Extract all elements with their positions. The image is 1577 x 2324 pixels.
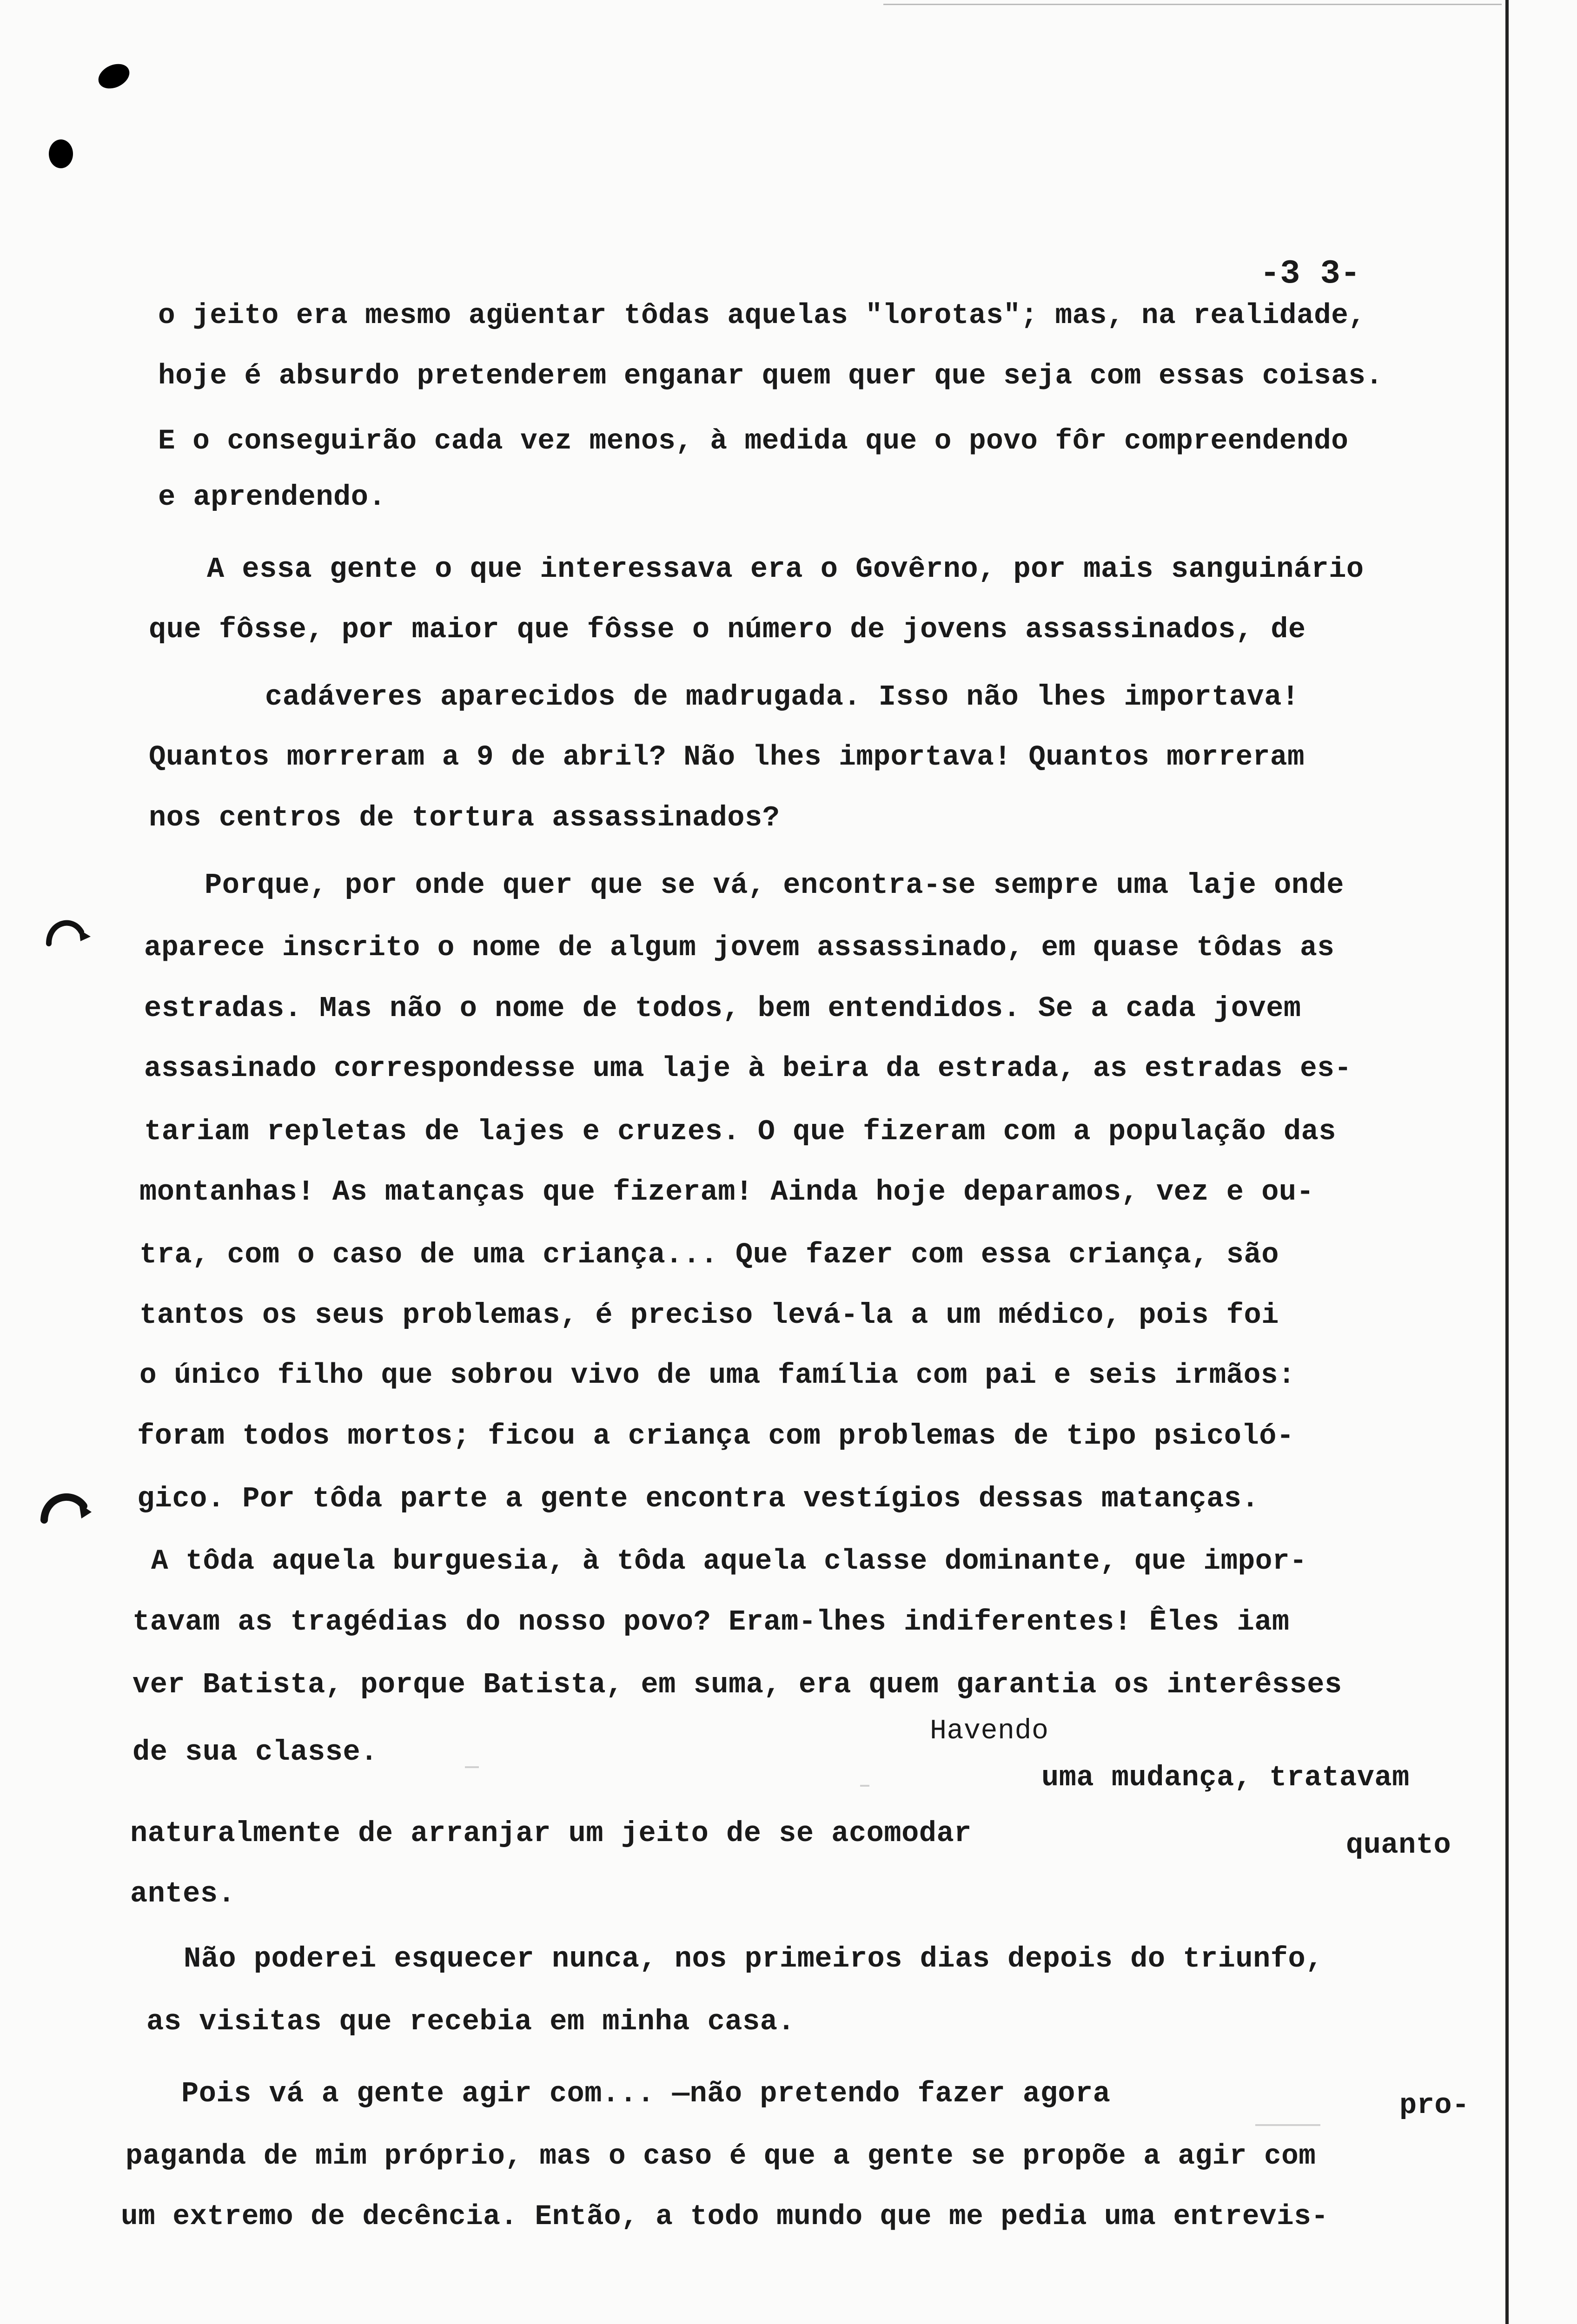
- text-line: estradas. Mas não o nome de todos, bem entendidos. Se a cada jovem: [144, 992, 1301, 1025]
- text-line: que fôsse, por maior que fôsse o número de jovens assassinados, de: [149, 613, 1306, 646]
- text-line: foram todos mortos; ficou a criança com problemas de tipo psicoló-: [137, 1419, 1294, 1452]
- text-line: antes.: [130, 1877, 236, 1910]
- text-line: e aprendendo.: [158, 481, 386, 514]
- text-line: naturalmente de arranjar um jeito de se acomodar: [130, 1817, 972, 1850]
- smudge: [860, 1785, 869, 1787]
- binding-hole-mark-icon: [44, 911, 95, 953]
- text-line: nos centros de tortura assassinados?: [149, 801, 780, 834]
- text-line: cadáveres aparecidos de madrugada. Isso não lhes importava!: [265, 680, 1299, 713]
- smudge: [1255, 2124, 1320, 2126]
- text-line: o jeito era mesmo agüentar tôdas aquelas "lorotas"; mas, na realidade,: [158, 300, 1366, 332]
- text-line: uma mudança, tratavam: [1041, 1761, 1410, 1794]
- ink-blot: [94, 59, 133, 93]
- inserted-word: Havendo: [930, 1716, 1049, 1747]
- text-line: montanhas! As matanças que fizeram! Ainda hoje deparamos, vez e ou-: [139, 1175, 1314, 1208]
- text-line: Quantos morreram a 9 de abril? Não lhes importava! Quantos morreram: [149, 741, 1305, 773]
- text-line: o único filho que sobrou vivo de uma família com pai e seis irmãos:: [139, 1360, 1296, 1392]
- text-line: gico. Por tôda parte a gente encontra vestígios dessas matanças.: [137, 1482, 1259, 1515]
- text-line: quanto: [1346, 1829, 1451, 1862]
- right-margin-rule: [1505, 0, 1509, 2324]
- text-line: tariam repletas de lajes e cruzes. O que fizeram com a população das: [144, 1115, 1337, 1148]
- text-line: A tôda aquela burguesia, à tôda aquela classe dominante, que impor-: [151, 1545, 1307, 1578]
- text-line: um extremo de decência. Então, a todo mundo que me pedia uma entrevis-: [121, 2201, 1329, 2233]
- smudge: [465, 1766, 479, 1768]
- text-line: ver Batista, porque Batista, em suma, era quem garantia os interêsses: [133, 1668, 1342, 1701]
- text-line: tra, com o caso de uma criança... Que fazer com essa criança, são: [139, 1238, 1279, 1271]
- text-line: pro-: [1399, 2089, 1470, 2122]
- text-line: Porque, por onde quer que se vá, encontra-se sempre uma laje onde: [205, 869, 1344, 902]
- text-line: E o conseguirão cada vez menos, à medida que o povo fôr compreendendo: [158, 425, 1349, 457]
- ink-blot: [49, 139, 73, 168]
- text-line: tantos os seus problemas, é preciso levá-la a um médico, pois foi: [139, 1299, 1279, 1332]
- text-line: Pois vá a gente agir com... —não pretendo fazer agora: [181, 2077, 1111, 2110]
- text-line: aparece inscrito o nome de algum jovem assassinado, em quase tôdas as: [144, 932, 1335, 964]
- top-edge-line: [883, 4, 1502, 5]
- page-number: -3 3-: [1260, 255, 1361, 293]
- text-line: de sua classe.: [133, 1736, 378, 1769]
- text-line: A essa gente o que interessava era o Govêrno, por mais sanguinário: [207, 553, 1364, 586]
- text-line: as visitas que recebia em minha casa.: [146, 2005, 795, 2038]
- binding-hole-mark-icon: [40, 1485, 95, 1527]
- text-line: hoje é absurdo pretenderem enganar quem quer que seja com essas coisas.: [158, 360, 1383, 392]
- text-line: Não poderei esquecer nunca, nos primeiros dias depois do triunfo,: [184, 1942, 1323, 1975]
- text-line: paganda de mim próprio, mas o caso é que a gente se propõe a agir com: [126, 2140, 1316, 2172]
- text-line: tavam as tragédias do nosso povo? Eram-lhes indiferentes! Êles iam: [133, 1605, 1290, 1638]
- text-line: assasinado correspondesse uma laje à beira da estrada, as estradas es-: [144, 1053, 1352, 1085]
